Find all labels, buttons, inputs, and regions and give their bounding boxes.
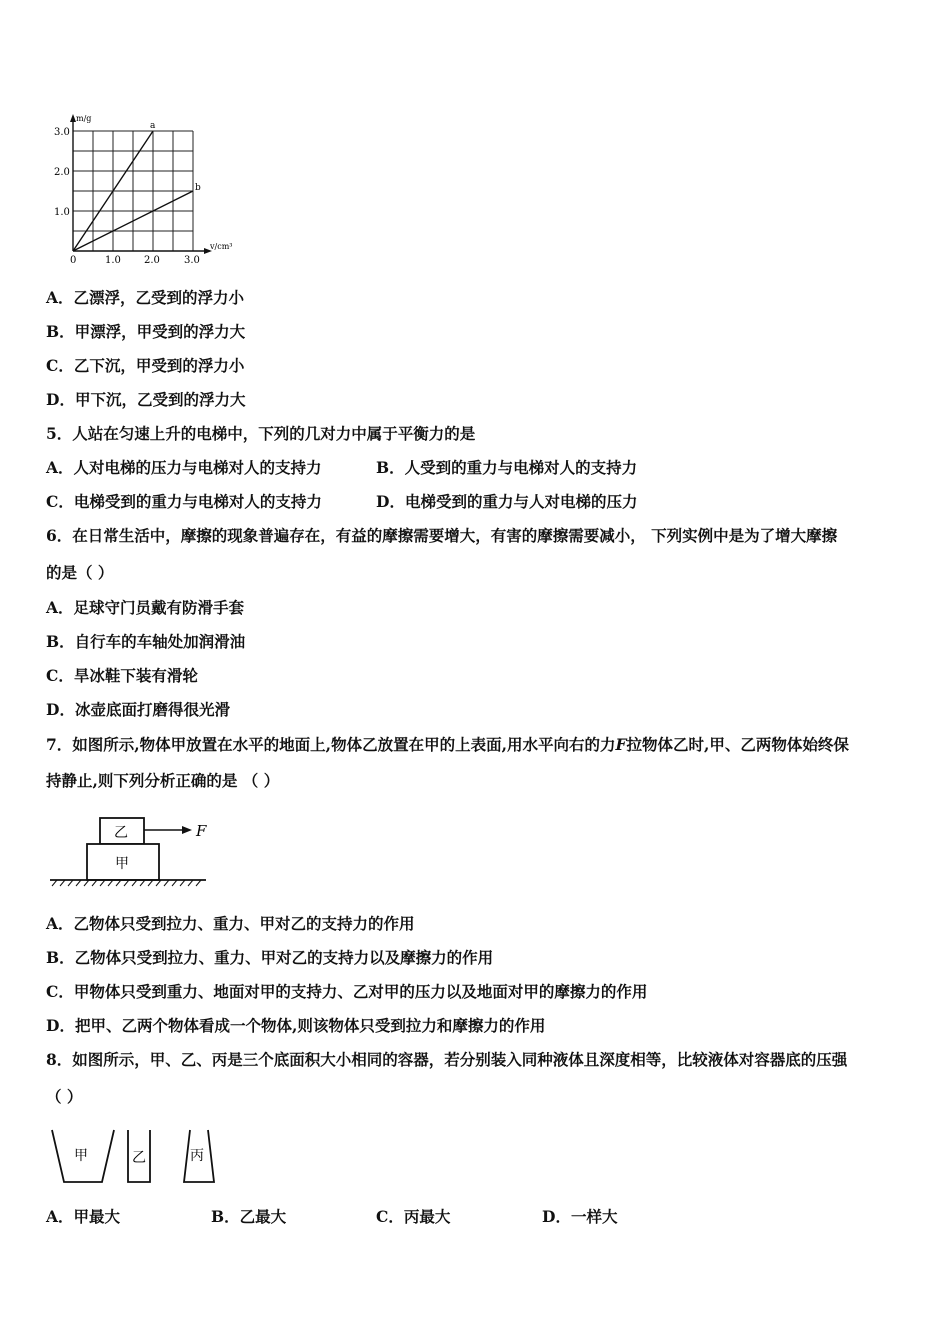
force-label: F: [196, 822, 207, 840]
q8-stem-line2: （ ）: [46, 1087, 83, 1106]
y-tick-2: 2.0: [54, 167, 70, 178]
q5-option-a: A．人对电梯的压力与电梯对人的支持力: [46, 458, 322, 477]
mass-volume-graph: [40, 110, 260, 270]
q6-option-d: D．冰壶底面打磨得很光滑: [46, 700, 230, 719]
q4-option-d: D．甲下沉，乙受到的浮力大: [46, 390, 246, 409]
y-tick-3: 3.0: [54, 127, 70, 138]
y-axis-label: m/g: [76, 114, 92, 123]
q7-option-c: C．甲物体只受到重力、地面对甲的支持力、乙对甲的压力以及地面对甲的摩擦力的作用: [46, 982, 648, 1001]
q5-option-d: D．电梯受到的重力与人对电梯的压力: [376, 492, 638, 511]
q5-stem: 5．人站在匀速上升的电梯中，下列的几对力中属于平衡力的是: [46, 424, 476, 443]
x-axis-label: v/cm³: [210, 242, 233, 251]
force-arrow-icon: [182, 826, 192, 834]
x-tick-3: 3.0: [184, 255, 200, 266]
q8-option-c: C．丙最大: [376, 1207, 451, 1226]
line-b-label: b: [195, 183, 201, 193]
graph-grid: [73, 131, 193, 251]
x-tick-1: 1.0: [105, 255, 121, 266]
x-tick-0: 0: [70, 255, 77, 266]
q4-option-a: A．乙漂浮，乙受到的浮力小: [46, 288, 245, 307]
block-jia-label: 甲: [115, 856, 129, 872]
ground-hatching: [52, 880, 201, 886]
q8-option-a: A．甲最大: [46, 1207, 121, 1226]
q7-stem-part2: 拉物体乙时,甲、乙两物体始终保: [626, 735, 849, 754]
q6-stem-line1: 6．在日常生活中，摩擦的现象普遍存在，有益的摩擦需要增大，有害的摩擦需要减小， 下列实例中是为了增大摩擦: [46, 526, 838, 545]
q5-option-c: C．电梯受到的重力与电梯对人的支持力: [46, 492, 322, 511]
y-tick-1: 1.0: [54, 207, 70, 218]
container-jia-label: 甲: [74, 1148, 88, 1164]
q7-stem-line2: 持静止,则下列分析正确的是 （ ）: [46, 771, 280, 790]
q8-stem-line1: 8．如图所示，甲、乙、丙是三个底面积大小相同的容器，若分别装入同种液体且深度相等，比较液体对容器底的压强: [46, 1050, 848, 1069]
q7-option-a: A．乙物体只受到拉力、重力、甲对乙的支持力的作用: [46, 914, 415, 933]
q4-option-b: B．甲漂浮，甲受到的浮力大: [46, 322, 246, 341]
line-a-label: a: [150, 121, 156, 131]
q6-option-a: A．足球守门员戴有防滑手套: [46, 598, 245, 617]
q8-option-b: B．乙最大: [211, 1207, 287, 1226]
block-yi-label: 乙: [114, 825, 128, 841]
container-bing-label: 丙: [190, 1148, 204, 1164]
q7-force-symbol: F: [615, 735, 627, 754]
q6-stem-line2: 的是（ ）: [46, 563, 114, 582]
q7-option-d: D．把甲、乙两个物体看成一个物体,则该物体只受到拉力和摩擦力的作用: [46, 1016, 546, 1035]
q7-option-b: B．乙物体只受到拉力、重力、甲对乙的支持力以及摩擦力的作用: [46, 948, 494, 967]
q6-option-b: B．自行车的车轴处加润滑油: [46, 632, 246, 651]
q8-figure: [46, 1124, 226, 1188]
q6-option-c: C．旱冰鞋下装有滑轮: [46, 666, 198, 685]
q8-option-d: D．一样大: [542, 1207, 618, 1226]
q7-stem-part1: 7．如图所示,物体甲放置在水平的地面上,物体乙放置在甲的上表面,用水平向右的力: [46, 735, 616, 754]
q4-option-c: C．乙下沉，甲受到的浮力小: [46, 356, 245, 375]
q7-figure: [46, 812, 226, 892]
container-yi-label: 乙: [132, 1150, 146, 1166]
q5-option-b: B．人受到的重力与电梯对人的支持力: [376, 458, 638, 477]
x-tick-2: 2.0: [144, 255, 160, 266]
q7-stem-line1: [46, 733, 849, 755]
